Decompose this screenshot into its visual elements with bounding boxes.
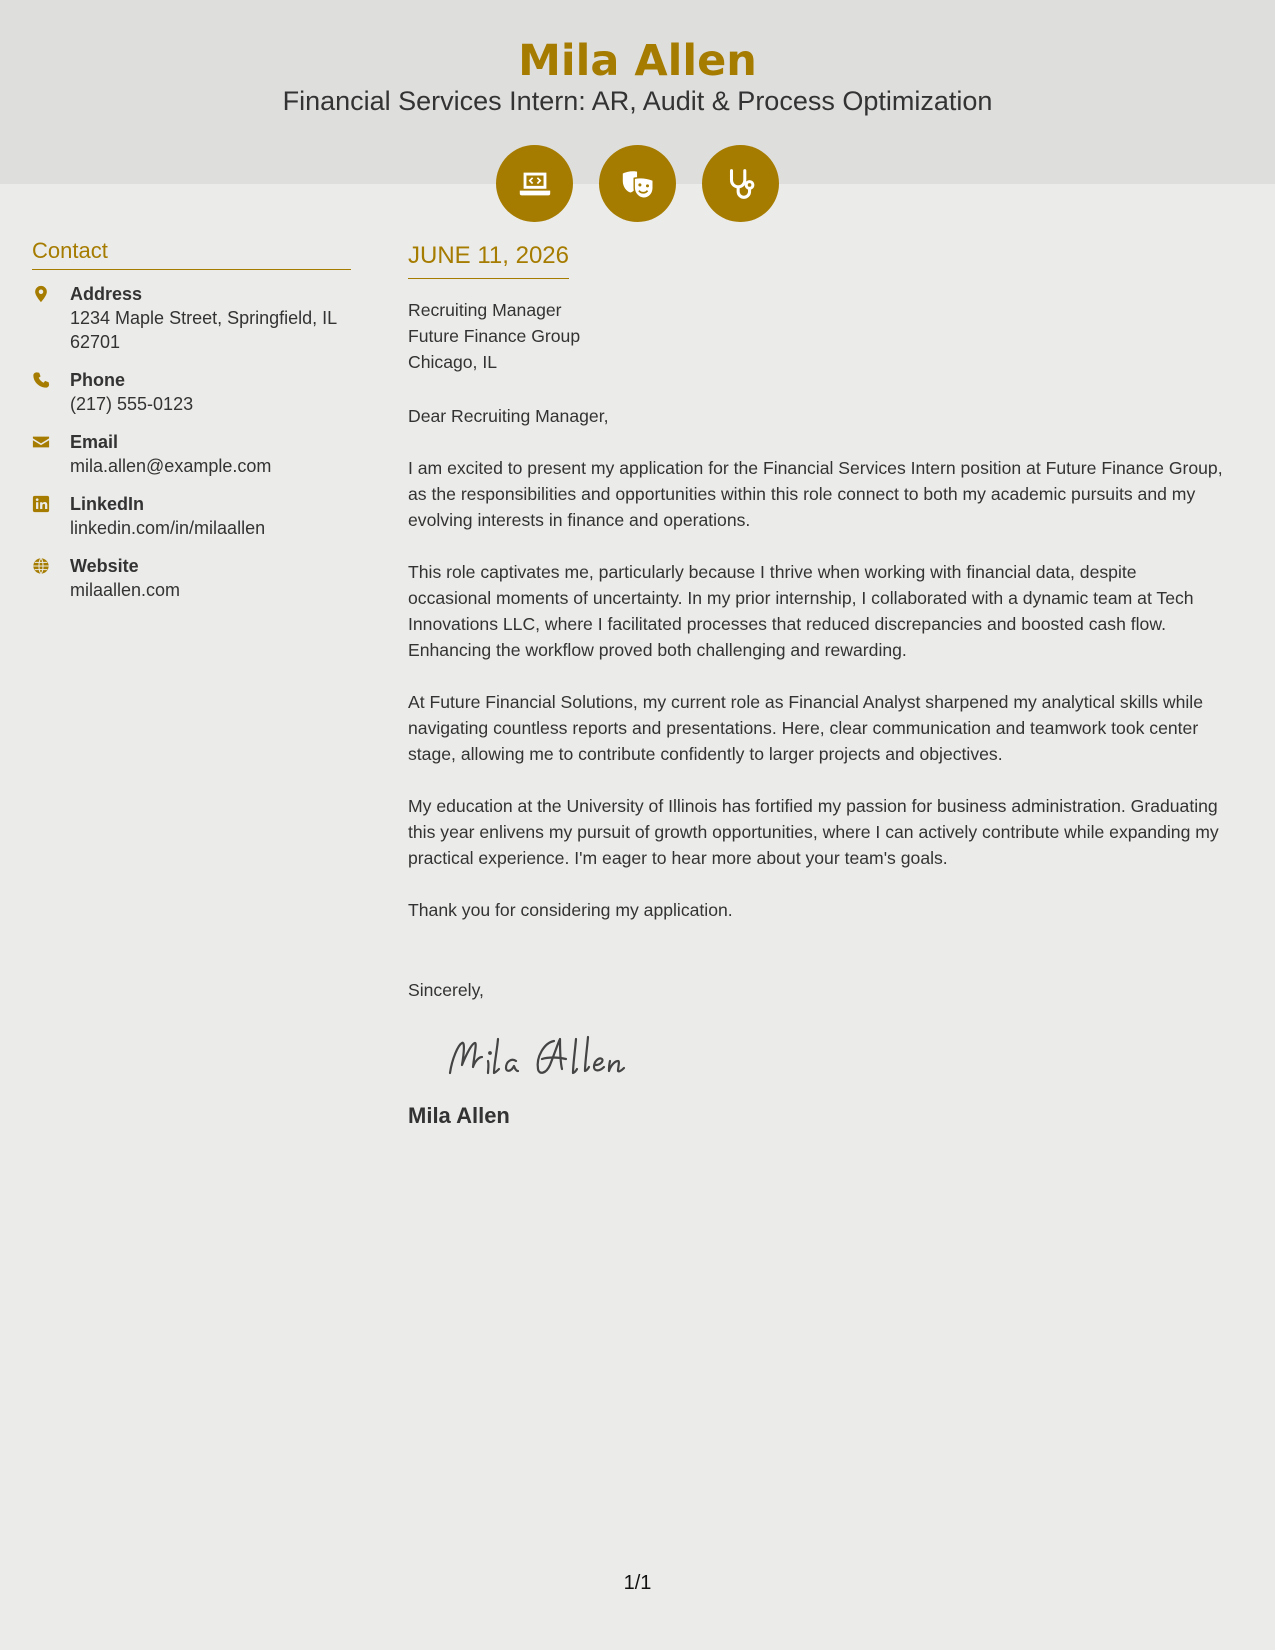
- letter-body: [408, 240, 1223, 1129]
- recipient-line: Chicago, IL: [408, 352, 497, 372]
- salutation: Dear Recruiting Manager,: [408, 406, 609, 426]
- handwritten-signature: [444, 1027, 1223, 1087]
- linkedin-icon: [32, 492, 70, 540]
- paragraph: I am excited to present my application for the Financial Services Intern position at Future Finance Group, as the responsibilities and opportunities within this role connect to both my academic pursuits and my evolving interests in finance and operations.: [408, 458, 1223, 530]
- contact-value: milaallen.com: [70, 580, 181, 600]
- applicant-name: Mila Allen: [518, 36, 757, 86]
- stethoscope-icon: [702, 145, 779, 222]
- paragraph: Thank you for considering my application.: [408, 900, 733, 920]
- page-number: 1/1: [623, 1572, 652, 1594]
- recipient-line: Future Finance Group: [408, 326, 581, 346]
- map-pin-icon: [32, 282, 70, 354]
- recipient-line: Recruiting Manager: [408, 300, 562, 320]
- contact-label: Email: [70, 432, 119, 452]
- closing: Sincerely,: [408, 980, 484, 1000]
- contact-value: mila.allen@example.com: [70, 456, 272, 476]
- contact-linkedin: [32, 492, 351, 540]
- globe-icon: [32, 554, 70, 602]
- paragraph: This role captivates me, particularly because I thrive when working with financial data, despite occasional moments of uncertainty. In my prior internship, I collaborated with a dynamic team at Tech Innovations LLC, where I facilitated processes that reduced discrepancies and boosted cash flow. Enhancing the workflow proved both challenging and rewarding.: [408, 562, 1194, 660]
- contact-label: Website: [70, 556, 139, 576]
- contact-label: LinkedIn: [70, 494, 145, 514]
- contact-website: [32, 554, 351, 602]
- contact-sidebar: [32, 238, 351, 616]
- contact-heading: Contact: [32, 238, 351, 270]
- paragraph: At Future Financial Solutions, my current role as Financial Analyst sharpened my analytical skills while navigating countless reports and presentations. Here, clear communication and teamwork took center stage, allowing me to contribute confidently to larger projects and objectives.: [408, 692, 1204, 764]
- contact-label: Phone: [70, 370, 126, 390]
- signer-name: Mila Allen: [408, 1103, 510, 1128]
- phone-icon: [32, 368, 70, 416]
- paragraph: My education at the University of Illinois has fortified my passion for business administration. Graduating this year enlivens my pursuit of growth opportunities, where I can actively contribute while expanding my practical experience. I'm eager to hear more about your team's goals.: [408, 796, 1219, 868]
- contact-email: [32, 430, 351, 478]
- interest-icons: [0, 145, 1275, 222]
- contact-value: 1234 Maple Street, Springfield, IL 62701: [70, 308, 337, 352]
- contact-value: (217) 555-0123: [70, 394, 194, 414]
- contact-value: linkedin.com/in/milaallen: [70, 518, 266, 538]
- recipient-block: [408, 297, 1223, 375]
- laptop-code-icon: [496, 145, 573, 222]
- contact-label: Address: [70, 284, 143, 304]
- theater-masks-icon: [599, 145, 676, 222]
- contact-address: [32, 282, 351, 354]
- letter-date: JUNE 11, 2026: [408, 240, 569, 279]
- applicant-headline: Financial Services Intern: AR, Audit & Process Optimization: [282, 86, 993, 116]
- envelope-icon: [32, 430, 70, 478]
- contact-phone: [32, 368, 351, 416]
